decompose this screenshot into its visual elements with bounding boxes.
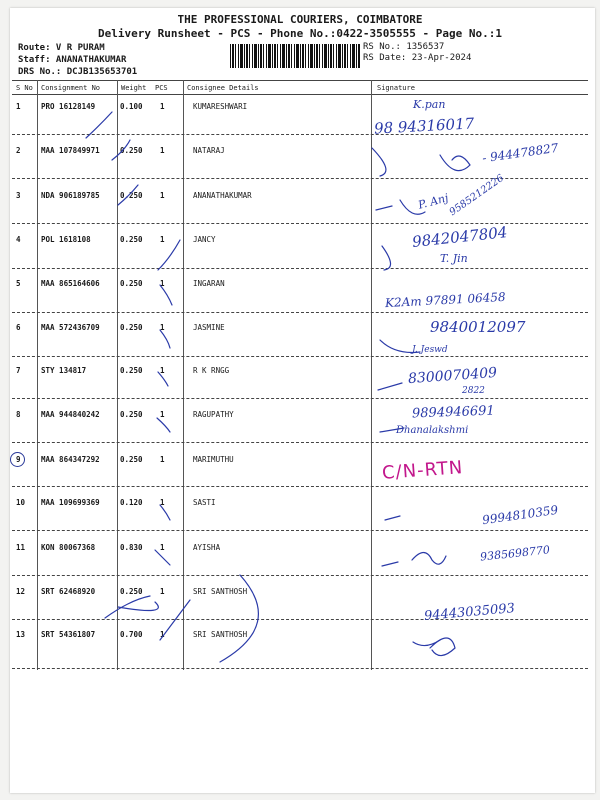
row-consignee: MARIMUTHU <box>193 455 234 464</box>
company-title: THE PROFESSIONAL COURIERS, COIMBATORE <box>177 13 423 26</box>
row-pcs: 1 <box>160 279 165 288</box>
handwritten-phone: - 944478827 <box>481 140 560 166</box>
row-weight: 0.250 <box>120 410 143 419</box>
row-weight: 0.830 <box>120 543 143 552</box>
handwritten-phone: K2Am 97891 06458 <box>384 289 506 311</box>
row-sno: 11 <box>16 543 26 552</box>
row-weight: 0.250 <box>120 366 143 375</box>
col-header-pcs: PCS <box>155 84 168 92</box>
row-weight: 0.250 <box>120 455 143 464</box>
row-sno: 2 <box>16 146 21 155</box>
handwritten-phone: 94443035093 <box>423 601 516 624</box>
row-pcs: 1 <box>160 498 165 507</box>
col-header-consignee: Consignee Details <box>187 84 259 92</box>
row-sno: 6 <box>16 323 21 332</box>
row-pcs: 1 <box>160 323 165 332</box>
row-consignee: JANCY <box>193 235 216 244</box>
row-sno: 12 <box>16 587 26 596</box>
row-pcs: 1 <box>160 146 165 155</box>
row-consignee: SASTI <box>193 498 216 507</box>
row-consignment: PRO 16128149 <box>41 102 96 111</box>
row-pcs: 1 <box>160 543 165 552</box>
row-sno: 9 <box>16 455 21 464</box>
row-consignee: SRI SANTHOSH <box>193 630 248 639</box>
row-sno: 10 <box>16 498 26 507</box>
row-consignment: MAA 109699369 <box>41 498 100 507</box>
row-pcs: 1 <box>160 630 165 639</box>
handwritten-phone: 98 94316017 <box>373 114 475 138</box>
handwritten-phone: 9842047804 <box>411 223 509 251</box>
row-pcs: 1 <box>160 102 165 111</box>
row-consignee: RAGUPATHY <box>193 410 234 419</box>
row-weight: 0.100 <box>120 102 143 111</box>
handwritten-name: K.pan <box>413 98 446 111</box>
row-pcs: 1 <box>160 410 165 419</box>
row-consignee: SRI SANTHOSH <box>193 587 248 596</box>
row-consignment: MAA 944840242 <box>41 410 100 419</box>
rs-number: RS No.: 1356537 <box>363 42 445 52</box>
row-sno: 8 <box>16 410 21 419</box>
row-consignee: INGARAN <box>193 279 225 288</box>
row-consignment: SRT 54361807 <box>41 630 96 639</box>
return-stamp-text: C/N-RTN <box>381 457 464 484</box>
row-weight: 0.250 <box>120 146 143 155</box>
handwritten-note: 2822 <box>462 386 485 396</box>
row-consignee: R K RNGG <box>193 366 230 375</box>
handwritten-phone: 8300070409 <box>407 364 498 388</box>
row-consignee: JASMINE <box>193 323 225 332</box>
row-consignment: KON 80067368 <box>41 543 96 552</box>
row-weight: 0.700 <box>120 630 143 639</box>
row-weight: 0.250 <box>120 323 143 332</box>
row-weight: 0.120 <box>120 498 143 507</box>
runsheet-subtitle: Delivery Runsheet - PCS - Phone No.:0422-3505555 - Page No.:1 <box>98 27 502 40</box>
handwritten-phone: 9894946691 <box>411 403 495 422</box>
handwritten-phone: 9585212226 <box>447 172 507 219</box>
row-consignment: STY 134817 <box>41 366 87 375</box>
row-consignee: AYISHA <box>193 543 221 552</box>
col-header-signature: Signature <box>377 84 415 92</box>
row-pcs: 1 <box>160 235 165 244</box>
row-weight: 0.250 <box>120 587 143 596</box>
row-sno: 4 <box>16 235 21 244</box>
row-sno: 7 <box>16 366 21 375</box>
row-weight: 0.250 <box>120 235 143 244</box>
row-consignee: NATARAJ <box>193 146 225 155</box>
handwritten-phone: 9840012097 <box>430 318 526 336</box>
route-label: Route: V R PURAM <box>18 43 105 53</box>
handwritten-phone: 9385698770 <box>479 543 551 564</box>
row-sno: 5 <box>16 279 21 288</box>
staff-label: Staff: ANANATHAKUMAR <box>18 55 127 65</box>
row-weight: 0.250 <box>120 279 143 288</box>
handwritten-name: P. Anj <box>416 191 450 212</box>
col-header-consignment: Consignment No <box>41 84 101 92</box>
row-pcs: 1 <box>160 587 165 596</box>
row-consignment: POL 1618108 <box>41 235 91 244</box>
row-pcs: 1 <box>160 191 165 200</box>
handwritten-name: Dhanalakshmi <box>396 425 469 436</box>
handwritten-phone: 9994810359 <box>481 502 559 528</box>
row-sno: 13 <box>16 630 26 639</box>
col-header-sno: S No <box>16 84 33 92</box>
row-weight: 0.250 <box>120 191 143 200</box>
row-consignee: ANANATHAKUMAR <box>193 191 252 200</box>
row-consignment: MAA 107849971 <box>41 146 100 155</box>
handwritten-name: J. Jeswd <box>412 345 448 355</box>
row-sno: 3 <box>16 191 21 200</box>
rs-date: RS Date: 23-Apr-2024 <box>363 53 472 63</box>
row-consignment: SRT 62468920 <box>41 587 96 596</box>
row-consignment: MAA 864347292 <box>41 455 100 464</box>
row-consignee: KUMARESHWARI <box>193 102 248 111</box>
row-pcs: 1 <box>160 366 165 375</box>
row-consignment: MAA 572436709 <box>41 323 100 332</box>
handwritten-name: T. Jin <box>440 252 468 265</box>
row-consignment: NDA 906189785 <box>41 191 100 200</box>
col-header-weight: Weight <box>121 84 147 92</box>
drs-number: DRS No.: DCJB135653701 <box>18 67 138 77</box>
row-sno: 1 <box>16 102 21 111</box>
row-pcs: 1 <box>160 455 165 464</box>
row-consignment: MAA 865164606 <box>41 279 100 288</box>
